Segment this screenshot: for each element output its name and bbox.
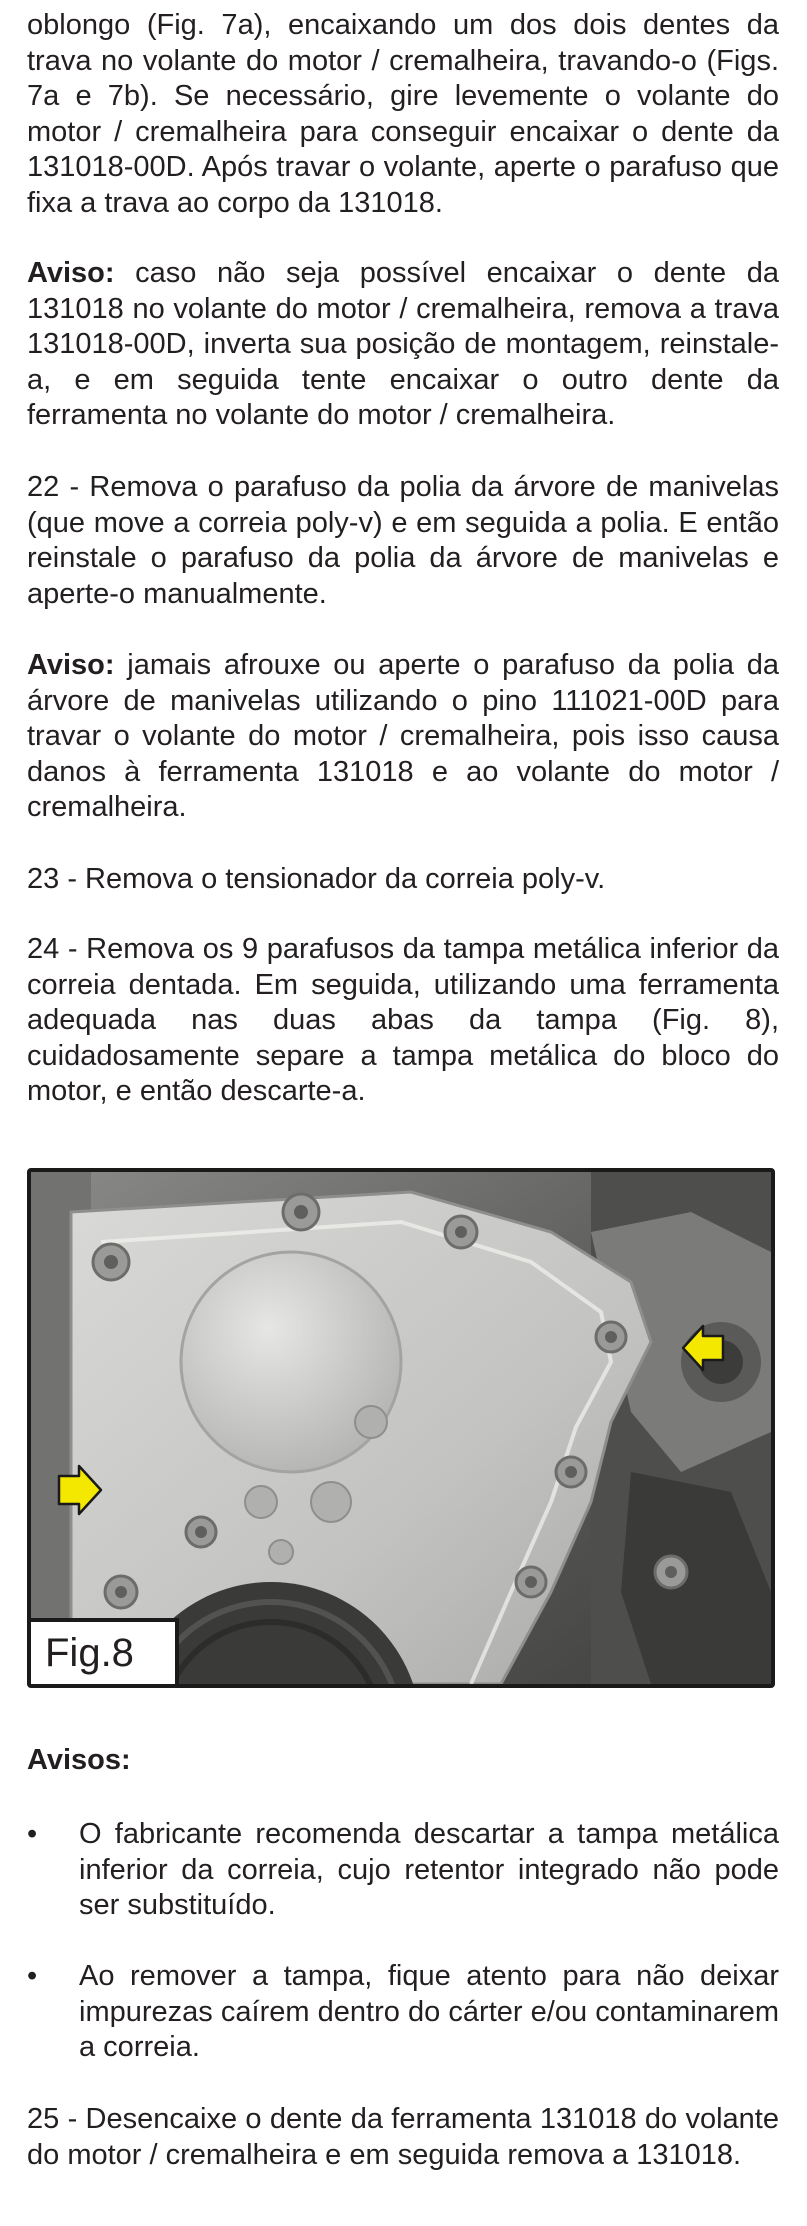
- paragraph-step-25: 25 - Desencaixe o dente da ferramenta 131018 do volante do motor / cremalheira e em seguida remova a 131018.: [27, 2103, 779, 2171]
- paragraph-fixing-lock: oblongo (Fig. 7a), encaixando um dos dois dentes da trava no volante do motor / cremalheira, travando-o (Figs. 7a e 7b). Se necessário, gire levemente o volante do motor / cremalheira para conseguir encaixar o dente da 131018-00D. Após travar o volante, aperte o parafuso que fixa a trava ao corpo da 131018.: [27, 9, 779, 219]
- paragraph-aviso-1: [27, 256, 779, 434]
- engine-cover-photo: [31, 1172, 771, 1684]
- avisos-heading: Avisos:: [27, 1744, 131, 1776]
- aviso-text: jamais afrouxe ou aperte o parafuso da polia da árvore de manivelas utilizando o pino 111021-00D para travar o volante do motor / cremalheira, pois isso causa danos à ferramenta 131018 e ao volante do motor / cremalheira.: [27, 649, 779, 823]
- paragraph-step-23: 23 - Remova o tensionador da correia poly-v.: [27, 863, 606, 895]
- paragraph-step-22: 22 - Remova o parafuso da polia da árvore de manivelas (que move a correia poly-v) e em seguida a polia. E então reinstale o parafuso da polia da árvore de manivelas e aperte-o manualmente.: [27, 471, 779, 610]
- aviso-label: Aviso:: [27, 257, 115, 289]
- list-item-text: Ao remover a tampa, fique atento para não deixar impurezas caírem dentro do cárter e/ou contaminarem a correia.: [79, 1960, 779, 2063]
- list-item-text: O fabricante recomenda descartar a tampa metálica inferior da correia, cujo retentor integrado não pode ser substituído.: [79, 1818, 779, 1921]
- paragraph-aviso-2: [27, 648, 779, 826]
- bullet-icon: •: [27, 1960, 38, 1992]
- figure-8-photo: [27, 1168, 775, 1688]
- paragraph-step-24: 24 - Remova os 9 parafusos da tampa metálica inferior da correia dentada. Em seguida, utilizando uma ferramenta adequada nas duas abas da tampa (Fig. 8), cuidadosamente separe a tampa metálica do bloco do motor, e então descarte-a.: [27, 933, 779, 1107]
- bullet-icon: •: [27, 1818, 38, 1850]
- figure-label: Fig.8: [31, 1618, 179, 1684]
- aviso-label: Aviso:: [27, 649, 115, 681]
- aviso-text: caso não seja possível encaixar o dente da 131018 no volante do motor / cremalheira, remova a trava 131018-00D, inverta sua posição de montagem, reinstale-a, e em seguida tente encaixar o outro dente da ferramenta no volante do motor / cremalheira.: [27, 257, 779, 431]
